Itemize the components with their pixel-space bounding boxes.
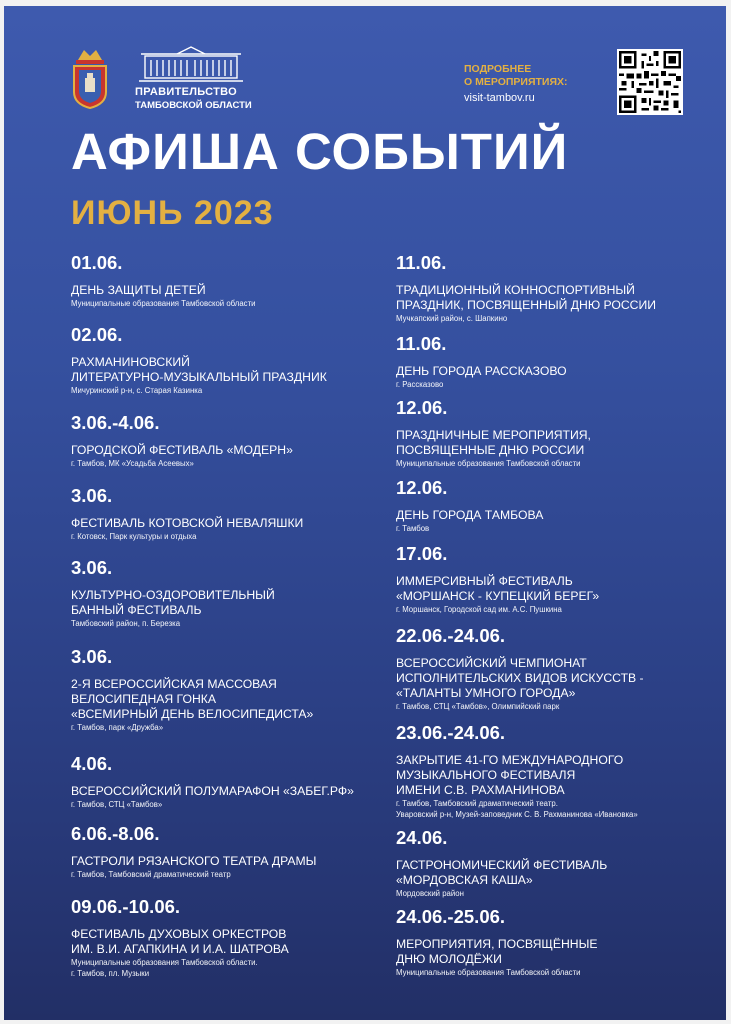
- event-item: [396, 827, 706, 899]
- event-place: Муниципальные образования Тамбовской области: [71, 299, 256, 308]
- event-date: 23.06.-24.06.: [396, 722, 506, 743]
- event-item: [71, 485, 381, 542]
- event-item: [396, 397, 706, 469]
- event-name: ИМЕНИ С.В. РАХМАНИНОВА: [396, 783, 565, 797]
- event-item: [71, 646, 381, 733]
- event-name: ДЕНЬ ГОРОДА ТАМБОВА: [396, 508, 544, 522]
- event-name: ИСПОЛНИТЕЛЬСКИХ ВИДОВ ИСКУССТВ -: [396, 671, 644, 685]
- event-item: [71, 412, 381, 469]
- more-info-label-line1: ПОДРОБНЕЕ: [464, 63, 532, 75]
- event-place: Тамбовский район, п. Березка: [71, 619, 181, 628]
- event-date: 09.06.-10.06.: [71, 896, 181, 917]
- event-place: г. Тамбов, СТЦ «Тамбов», Олимпийский парк: [396, 702, 560, 711]
- event-name: «МОРШАНСК - КУПЕЦКИЙ БЕРЕГ»: [396, 589, 600, 603]
- event-date: 11.06.: [396, 252, 447, 273]
- event-name: «ВСЕМИРНЫЙ ДЕНЬ ВЕЛОСИПЕДИСТА»: [71, 707, 314, 721]
- event-item: [396, 252, 706, 324]
- event-date: 11.06.: [396, 333, 447, 354]
- event-date: 02.06.: [71, 324, 123, 345]
- event-date: 24.06.: [396, 827, 448, 848]
- poster: [4, 6, 726, 1020]
- qr-code-icon[interactable]: [617, 49, 683, 115]
- event-date: 12.06.: [396, 397, 448, 418]
- more-info-label-line2: О МЕРОПРИЯТИЯХ:: [464, 76, 568, 88]
- event-date: 22.06.-24.06.: [396, 625, 506, 646]
- event-place: г. Тамбов, СТЦ «Тамбов»: [71, 800, 163, 809]
- event-name: ТРАДИЦИОННЫЙ КОННОСПОРТИВНЫЙ: [396, 283, 635, 297]
- event-item: [71, 896, 381, 979]
- event-name: ДЕНЬ ЗАЩИТЫ ДЕТЕЙ: [71, 283, 206, 297]
- event-place: г. Тамбов, Тамбовский драматический театр: [71, 870, 231, 879]
- event-place: г. Тамбов, МК «Усадьба Асеевых»: [71, 459, 194, 468]
- event-place: Мордовский район: [396, 889, 464, 898]
- event-name: ГАСТРОЛИ РЯЗАНСКОГО ТЕАТРА ДРАМЫ: [71, 854, 317, 868]
- event-date: 12.06.: [396, 477, 448, 498]
- event-place: г. Котовск, Парк культуры и отдыха: [71, 532, 197, 541]
- event-name: ГАСТРОНОМИЧЕСКИЙ ФЕСТИВАЛЬ: [396, 858, 608, 872]
- event-place: Мучкапский район, с. Шапкино: [396, 314, 508, 323]
- event-item: [396, 477, 706, 534]
- event-place: Уваровский р-н, Музей-заповедник С. В. Рахманинова «Ивановка»: [396, 810, 638, 819]
- event-name: БАННЫЙ ФЕСТИВАЛЬ: [71, 603, 202, 617]
- event-name: ПРАЗДНИЧНЫЕ МЕРОПРИЯТИЯ,: [396, 428, 591, 442]
- event-item: [396, 543, 706, 615]
- event-name: ФЕСТИВАЛЬ КОТОВСКОЙ НЕВАЛЯШКИ: [71, 516, 304, 530]
- government-title: ПРАВИТЕЛЬСТВО: [135, 86, 237, 98]
- event-name: ИММЕРСИВНЫЙ ФЕСТИВАЛЬ: [396, 574, 573, 588]
- event-place: г. Тамбов, парк «Дружба»: [71, 723, 164, 732]
- event-place: г. Рассказово: [396, 380, 444, 389]
- event-place: Муниципальные образования Тамбовской области: [396, 459, 581, 468]
- event-name: «МОРДОВСКАЯ КАША»: [396, 873, 533, 887]
- page-title: АФИША СОБЫТИЙ: [71, 123, 569, 180]
- page-subtitle: ИЮНЬ 2023: [71, 194, 274, 232]
- event-place: Муниципальные образования Тамбовской области: [396, 968, 581, 977]
- event-name: МЕРОПРИЯТИЯ, ПОСВЯЩЁННЫЕ: [396, 937, 598, 951]
- event-name: ВСЕРОССИЙСКИЙ ЧЕМПИОНАТ: [396, 656, 587, 670]
- event-name: ЛИТЕРАТУРНО-МУЗЫКАЛЬНЫЙ ПРАЗДНИК: [71, 370, 327, 384]
- event-item: [71, 823, 381, 880]
- government-subtitle: ТАМБОВСКОЙ ОБЛАСТИ: [135, 100, 252, 111]
- event-date: 24.06.-25.06.: [396, 906, 506, 927]
- event-name: «ТАЛАНТЫ УМНОГО ГОРОДА»: [396, 686, 576, 700]
- event-date: 3.06.-4.06.: [71, 412, 160, 433]
- event-place: г. Тамбов, Тамбовский драматический театр.: [396, 799, 558, 808]
- event-date: 3.06.: [71, 485, 113, 506]
- event-name: ВСЕРОССИЙСКИЙ ПОЛУМАРАФОН «ЗАБЕГ.РФ»: [71, 784, 354, 798]
- event-name: РАХМАНИНОВСКИЙ: [71, 355, 190, 369]
- event-date: 3.06.: [71, 646, 113, 667]
- government-building-icon: [137, 46, 245, 82]
- event-place: Муниципальные образования Тамбовской области.: [71, 958, 258, 967]
- event-place: г. Моршанск, Городской сад им. А.С. Пушкина: [396, 605, 562, 614]
- event-name: ЗАКРЫТИЕ 41-ГО МЕЖДУНАРОДНОГО: [396, 753, 624, 767]
- event-name: МУЗЫКАЛЬНОГО ФЕСТИВАЛЯ: [396, 768, 576, 782]
- event-name: 2-Я ВСЕРОССИЙСКАЯ МАССОВАЯ: [71, 677, 277, 691]
- event-date: 6.06.-8.06.: [71, 823, 160, 844]
- event-date: 3.06.: [71, 557, 113, 578]
- event-place: г. Тамбов, пл. Музыки: [71, 969, 150, 978]
- event-date: 17.06.: [396, 543, 448, 564]
- event-item: [71, 324, 381, 396]
- event-name: ПРАЗДНИК, ПОСВЯЩЕННЫЙ ДНЮ РОССИИ: [396, 298, 656, 312]
- event-item: [396, 625, 706, 712]
- event-name: КУЛЬТУРНО-ОЗДОРОВИТЕЛЬНЫЙ: [71, 588, 275, 602]
- event-place: г. Тамбов: [396, 524, 430, 533]
- event-name: ДЕНЬ ГОРОДА РАССКАЗОВО: [396, 364, 567, 378]
- event-name: ФЕСТИВАЛЬ ДУХОВЫХ ОРКЕСТРОВ: [71, 927, 287, 941]
- event-item: [71, 252, 381, 309]
- event-name: ВЕЛОСИПЕДНАЯ ГОНКА: [71, 692, 216, 706]
- event-place: Мичуринский р-н, с. Старая Казинка: [71, 386, 203, 395]
- event-name: ГОРОДСКОЙ ФЕСТИВАЛЬ «МОДЕРН»: [71, 443, 293, 457]
- event-item: [396, 333, 706, 390]
- coat-of-arms-icon: [70, 46, 110, 110]
- event-item: [71, 557, 381, 629]
- event-name: ДНЮ МОЛОДЁЖИ: [396, 952, 502, 966]
- event-name: ПОСВЯЩЕННЫЕ ДНЮ РОССИИ: [396, 443, 585, 457]
- event-item: [396, 906, 706, 978]
- event-date: 01.06.: [71, 252, 123, 273]
- event-item: [71, 753, 381, 810]
- event-date: 4.06.: [71, 753, 113, 774]
- event-name: ИМ. В.И. АГАПКИНА И И.А. ШАТРОВА: [71, 942, 289, 956]
- website-link[interactable]: visit-tambov.ru: [464, 92, 535, 104]
- event-item: [396, 722, 706, 820]
